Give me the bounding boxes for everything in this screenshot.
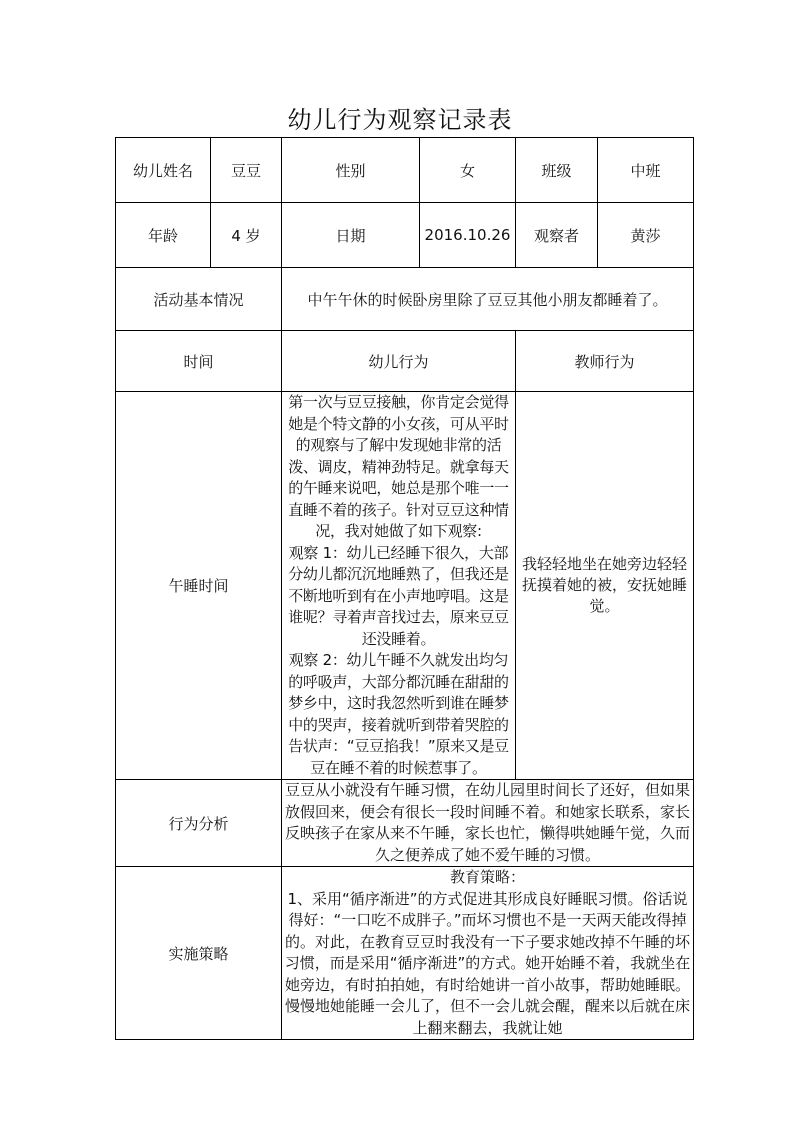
age-label: 年龄 [116, 203, 211, 268]
strategy-heading: 教育策略： [449, 868, 525, 886]
nap-child-behavior [282, 392, 516, 780]
date-value: 2016.10.26 [420, 203, 516, 268]
analysis-text: 豆豆从小就没有午睡习惯，在幼儿园里时间长了还好，但如果放假回来，便会有很长一段时间睡不着。和她家长联系，家长反映孩子在家从来不午睡，家长也忙，懒得哄她睡午觉，久而久之便养成了她不爱午睡的习惯。 [282, 780, 694, 867]
nap-behavior-intro: 第一次与豆豆接触，你肯定会觉得她是个特文静的小女孩，可从平时的观察与了解中发现她非常的活泼、调皮，精神劲特足。就拿每天的午睡来说吧，她总是那个唯一一直睡不着的孩子。针对豆豆这种情况，我对她做了如下观察: [288, 393, 509, 540]
nap-row [116, 392, 694, 780]
page-title: 幼儿行为观察记录表 [287, 106, 513, 134]
observer-label: 观察者 [516, 203, 598, 268]
strategy-label: 实施策略 [116, 867, 282, 1040]
strategy-row [116, 867, 694, 1040]
observation-table [115, 137, 694, 1040]
class-label: 班级 [516, 138, 598, 203]
observer-value: 黄莎 [598, 203, 694, 268]
gender-value: 女 [420, 138, 516, 203]
info-row-1 [116, 138, 694, 203]
activity-text: 中午午休的时候卧房里除了豆豆其他小朋友都睡着了。 [282, 268, 694, 331]
header-row [116, 331, 694, 392]
analysis-row [116, 780, 694, 867]
nap-observation-1: 观察 1：幼儿已经睡下很久，大部分幼儿都沉沉地睡熟了，但我还是不断地听到有在小声地哼唱。这是谁呢？寻着声音找过去，原来豆豆还没睡着。 [288, 543, 509, 648]
date-label: 日期 [282, 203, 420, 268]
class-value: 中班 [598, 138, 694, 203]
name-label: 幼儿姓名 [116, 138, 211, 203]
strategy-text [282, 867, 694, 1040]
nap-teacher-behavior: 我轻轻地坐在她旁边轻轻抚摸着她的被，安抚她睡觉。 [516, 392, 694, 780]
gender-label: 性别 [282, 138, 420, 203]
analysis-label: 行为分析 [116, 780, 282, 867]
nap-time-label: 午睡时间 [116, 392, 282, 780]
child-behavior-header: 幼儿行为 [282, 331, 516, 392]
strategy-item-1: 1、采用“循序渐进”的方式促进其形成良好睡眠习惯。俗话说得好：“一口吃不成胖子。”而坏习惯也不是一天两天能改得掉的。对此，在教育豆豆时我没有一下子要求她改掉不午睡的坏习惯，而是采用“循序渐进”的方式。她开始睡不着，我就坐在她旁边，有时拍拍她，有时给她讲一首小故事，帮助她睡眠。慢慢地她能睡一会儿了，但不一会儿就会醒，醒来以后就在床上翻来翻去，我就让她 [284, 889, 691, 1037]
nap-observation-2: 观察 2：幼儿午睡不久就发出均匀的呼吸声，大部分都沉睡在甜甜的梦乡中，这时我忽然听到谁在睡梦中的哭声，接着就听到带着哭腔的告状声：“豆豆掐我！”原来又是豆豆在睡不着的时候惹事了。 [288, 651, 509, 777]
time-header: 时间 [116, 331, 282, 392]
activity-label: 活动基本情况 [116, 268, 282, 331]
teacher-behavior-header: 教师行为 [516, 331, 694, 392]
name-value: 豆豆 [211, 138, 282, 203]
info-row-2 [116, 203, 694, 268]
age-value: 4 岁 [211, 203, 282, 268]
activity-row [116, 268, 694, 331]
